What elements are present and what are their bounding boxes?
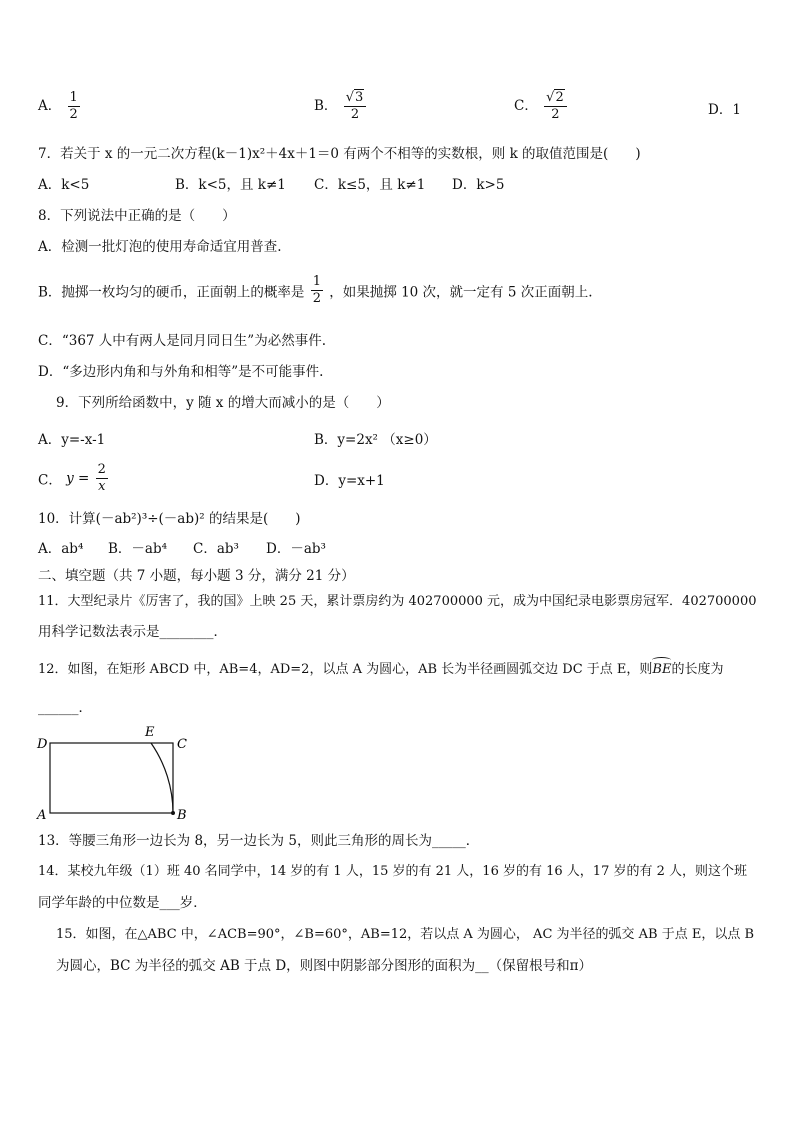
q15-line2: 为圆心，BC 为半径的弧交 AB 于点 D，则图中阴影部分图形的面积为__（保留根号和π） bbox=[56, 958, 593, 974]
label-b: B bbox=[177, 808, 187, 822]
q7-option-c: C．k≤5，且 k≠1 bbox=[314, 177, 426, 193]
q15-line1: 15．如图，在△ABC 中，∠ACB=90°，∠B=60°，AB=12，若以点 A 为圆心， AC 为半径的弧交 AB 于点 E，以点 B bbox=[56, 927, 755, 942]
q8-option-c: C．“367 人中有两人是同月同日生”为必然事件. bbox=[38, 333, 326, 349]
q11-line1: 11．大型纪录片《厉害了，我的国》上映 25 天，累计票房约为 402700000 元，成为中国纪录电影票房冠军．402700000 bbox=[38, 594, 757, 609]
q8-option-b: B．抛掷一枚均匀的硬币，正面朝上的概率是 $\frac{1}{2}$ ，如果抛掷 10 次，就一定有 5 次正面朝上. bbox=[38, 274, 593, 306]
section-heading: 二、填空题（共 7 小题，每小题 3 分，满分 21 分） bbox=[38, 568, 355, 584]
q10-option-d: D．－ab³ bbox=[266, 541, 326, 557]
q9-option-a: A．y=-x-1 bbox=[38, 432, 106, 448]
label-a: A bbox=[37, 808, 47, 822]
q11-line2: 用科学记数法表示是________． bbox=[38, 624, 227, 640]
q14-line1: 14．某校九年级（1）班 40 名同学中，14 岁的有 1 人，15 岁的有 21 人，16 岁的有 16 人，17 岁的有 2 人，则这个班 bbox=[38, 864, 748, 879]
arc-be bbox=[151, 743, 173, 813]
label-d: D bbox=[37, 737, 48, 752]
q12-line1: 12．如图，在矩形 ABCD 中，AB=4，AD=2，以点 A 为圆心，AB 长为半径画圆弧交边 DC 于点 E，则BE的长度为 bbox=[38, 660, 723, 680]
q9-c-fraction: $\frac{2}{x}$ bbox=[97, 462, 106, 494]
q14-line2: 同学年龄的中位数是___岁． bbox=[38, 895, 207, 911]
q7-option-d: D．k>5 bbox=[452, 177, 505, 193]
q9-option-d: D．y=x+1 bbox=[314, 473, 385, 489]
q6-b-fraction: $\frac{√3}{2}$ bbox=[344, 90, 367, 123]
q8-stem: 8．下列说法中正确的是（ ） bbox=[38, 208, 236, 224]
q10-stem: 10．计算(－ab²)³÷(－ab)² 的结果是( ) bbox=[38, 511, 301, 527]
q9-stem: 9．下列所给函数中，y 随 x 的增大而减小的是（ ） bbox=[56, 395, 390, 411]
q9-option-c: C． y = $\frac{2}{x}$ bbox=[38, 462, 106, 494]
q6-option-c: C． $\frac{√2}{2}$ bbox=[514, 90, 569, 123]
q12-line2: ______． bbox=[38, 700, 92, 716]
q12-figure bbox=[34, 722, 194, 822]
q10-option-a: A．ab⁴ bbox=[38, 541, 84, 557]
label-e: E bbox=[145, 725, 155, 740]
q10-option-b: B．－ab⁴ bbox=[108, 541, 168, 557]
arc-be-label: BE bbox=[652, 660, 671, 680]
q8-option-d: D．“多边形内角和与外角和相等”是不可能事件. bbox=[38, 364, 324, 380]
label-c: C bbox=[177, 737, 187, 752]
q6-a-fraction: $\frac{1}{2}$ bbox=[69, 90, 78, 122]
rectangle-abcd bbox=[50, 743, 173, 813]
q6-option-d: D．1 bbox=[708, 102, 741, 118]
q13: 13．等腰三角形一边长为 8，另一边长为 5，则此三角形的周长为_____． bbox=[38, 833, 480, 849]
q7-option-a: A．k<5 bbox=[38, 177, 90, 193]
q8-b-fraction: $\frac{1}{2}$ bbox=[312, 274, 321, 306]
q7-stem: 7．若关于 x 的一元二次方程(k－1)x²＋4x＋1＝0 有两个不相等的实数根，则 k 的取值范围是( ) bbox=[38, 146, 641, 162]
q6-option-b: B． $\frac{√3}{2}$ bbox=[314, 90, 368, 123]
q9-option-b: B．y=2x² （x≥0） bbox=[314, 432, 437, 448]
q8-option-a: A．检测一批灯泡的使用寿命适宜用普查. bbox=[38, 239, 282, 255]
q6-option-a: A． $\frac{1}{2}$ bbox=[38, 90, 78, 122]
point-b-dot bbox=[171, 811, 175, 815]
q7-option-b: B．k<5，且 k≠1 bbox=[175, 177, 286, 193]
q6-c-fraction: $\frac{√2}{2}$ bbox=[544, 90, 567, 123]
q10-option-c: C．ab³ bbox=[193, 541, 239, 557]
